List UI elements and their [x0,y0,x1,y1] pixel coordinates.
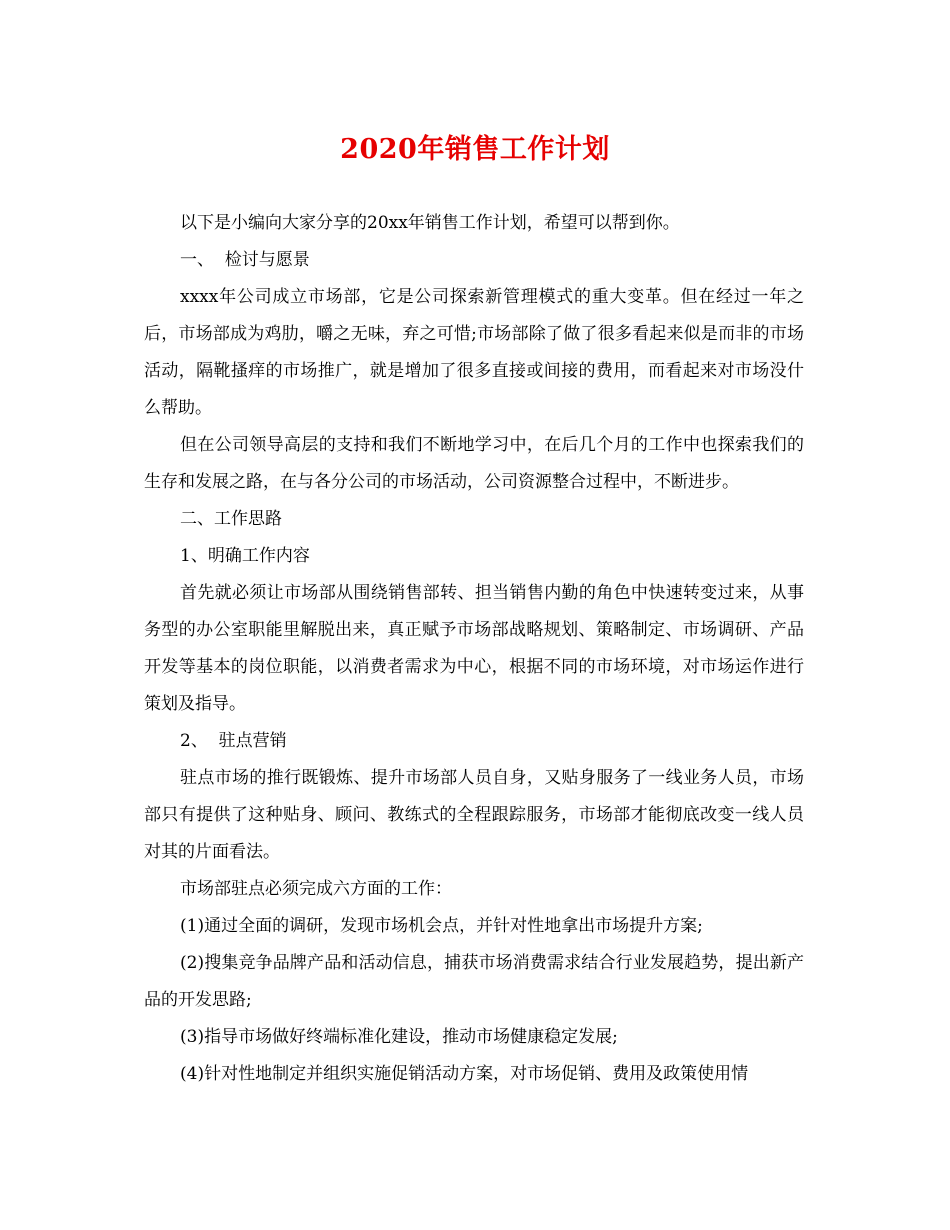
task-item-3: (3)指导市场做好终端标准化建设，推动市场健康稳定发展; [180,1027,618,1047]
task-item-1: (1)通过全面的调研，发现市场机会点，并针对性地拿出市场提升方案; [180,916,703,936]
task-item-2: (2)搜集竞争品牌产品和活动信息，捕获市场消费需求结合行业发展趋势，提出新产品的开发思路; [144,953,804,1010]
clarify-work-paragraph: 首先就必须让市场部从围绕销售部转、担当销售内勤的角色中快速转变过来，从事务型的办公室职能里解脱出来，真正赋予市场部战略规划、策略制定、市场调研、产品开发等基本的岗位职能，以消费者需求为中心，根据不同的市场环境，对市场运作进行策划及指导。 [144,583,804,714]
document-title: 2020年销售工作计划 [340,134,610,165]
intro-paragraph: 以下是小编向大家分享的20xx年销售工作计划，希望可以帮到你。 [180,213,680,233]
section-heading-review: 一、 检讨与愿景 [180,250,310,270]
document-body [144,205,804,1093]
task-item-4: (4)针对性地制定并组织实施促销活动方案，对市场促销、费用及政策使用情 [180,1064,749,1084]
onsite-marketing-paragraph: 驻点市场的推行既锻炼、提升市场部人员自身，又贴身服务了一线业务人员，市场部只有提供了这种贴身、顾问、教练式的全程跟踪服务，市场部才能彻底改变一线人员对其的片面看法。 [144,768,804,862]
section-heading-approach: 二、工作思路 [180,509,282,529]
progress-paragraph: 但在公司领导高层的支持和我们不断地学习中，在后几个月的工作中也探索我们的生存和发展之路，在与各分公司的市场活动，公司资源整合过程中，不断进步。 [144,435,804,492]
six-tasks-intro: 市场部驻点必须完成六方面的工作： [180,879,452,899]
subheading-onsite-marketing: 2、 驻点营销 [180,731,287,751]
subheading-clarify-work: 1、明确工作内容 [180,546,310,566]
review-paragraph: xxxx年公司成立市场部，它是公司探索新管理模式的重大变革。但在经过一年之后，市场部成为鸡肋，嚼之无味，弃之可惜;市场部除了做了很多看起来似是而非的市场活动，隔靴搔痒的市场推广，就是增加了很多直接或间接的费用，而看起来对市场没什么帮助。 [144,287,804,418]
